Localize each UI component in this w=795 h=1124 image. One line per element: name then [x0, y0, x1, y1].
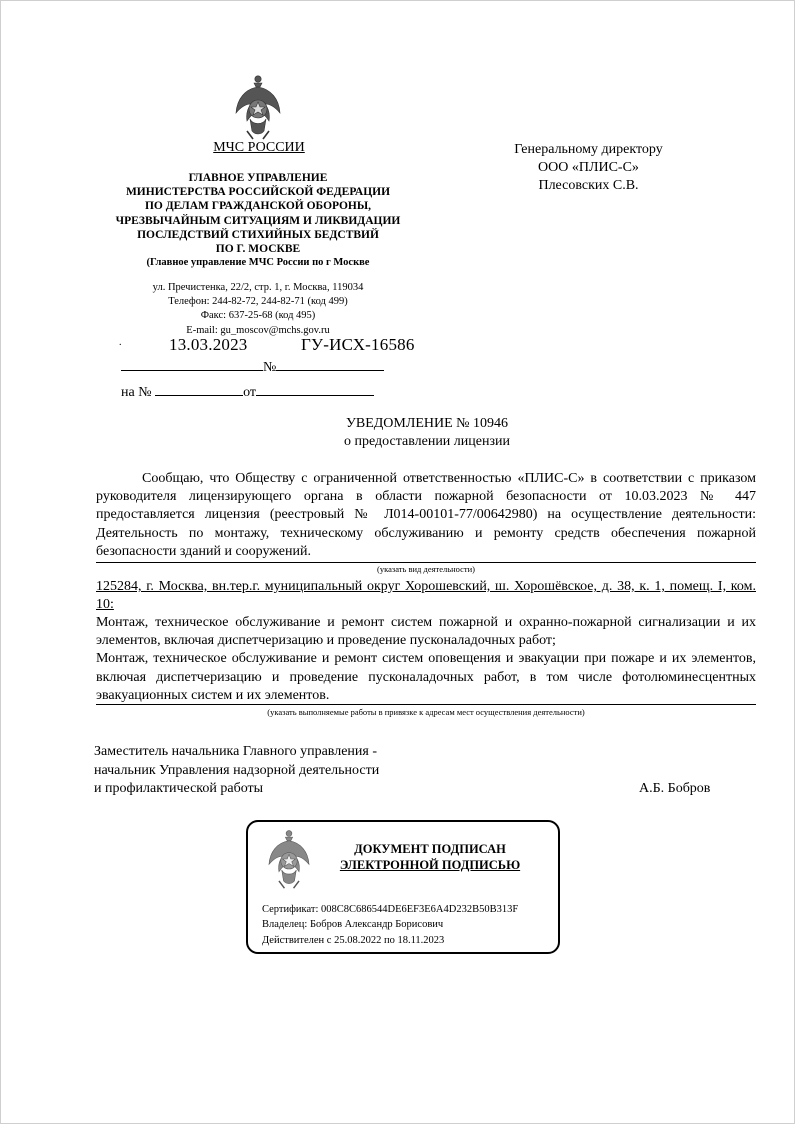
notice-subheading: о предоставлении лицензии: [343, 434, 510, 449]
registration-date: 13.03.2023: [169, 335, 248, 354]
registration-line: [121, 356, 384, 376]
signatory-title-line: и профилактической работы: [94, 781, 264, 797]
addressee-name: Плесовских С.В.: [538, 178, 639, 193]
stamp-title-line: ДОКУМЕНТ ПОДПИСАН: [354, 842, 506, 856]
from-label: от: [243, 385, 257, 400]
org-line: ПО ДЕЛАМ ГРАЖДАНСКОЙ ОБОРОНЫ,: [144, 200, 372, 213]
org-address: ул. Пречистенка, 22/2, стр. 1, г. Москва, 119034: [152, 282, 364, 293]
mchs-emblem-icon: [266, 828, 312, 890]
stamp-title-line: ЭЛЕКТРОННОЙ ПОДПИСЬЮ: [339, 857, 521, 872]
certificate-owner: Владелец: Бобров Александр Борисович: [262, 919, 444, 931]
org-contacts: [111, 281, 405, 338]
org-full-name: [97, 171, 419, 270]
signatory-title-line: начальник Управления надзорной деятельности: [94, 762, 380, 778]
org-line: МИНИСТЕРСТВА РОССИЙСКОЙ ФЕДЕРАЦИИ: [125, 186, 391, 199]
works-item: Монтаж, техническое обслуживание и ремонт систем оповещения и эвакуации при пожаре и их элементов, включая диспетчеризацию и проведение пусконаладочных работ, в том числе фотолюминесцентных эвакуационных систем и их элементов.: [96, 651, 756, 703]
mchs-emblem-icon: [233, 73, 283, 141]
divider: [96, 704, 756, 705]
works-item: Монтаж, техническое обслуживание и ремонт систем пожарной и охранно-пожарной сигнализации и их элементов, включая диспетчеризацию и проведение пусконаладочных работ;: [96, 615, 756, 649]
signatory-name: А.Б. Бобров: [639, 781, 711, 796]
org-line: ПО Г. МОСКВЕ: [215, 243, 301, 256]
number-label: №: [263, 360, 277, 375]
stamp-details: [262, 902, 558, 948]
works-hint: (указать выполняемые работы в привязке к адресам мест осуществления деятельности): [267, 707, 585, 717]
registration-dot: .: [119, 337, 122, 348]
e-signature-stamp: [246, 820, 560, 954]
activity-hint: (указать вид деятельности): [377, 564, 475, 574]
signatory-title: [94, 743, 474, 799]
certificate-number: Сертификат: 008C8C686544DE6EF3E6A4D232B50B313F: [262, 904, 519, 915]
activity-address: 125284, г. Москва, вн.тер.г. муниципальный округ Хорошевский, ш. Хорошёвское, д. 38, к. 1, помещ. I, ком. 10:: [96, 579, 756, 613]
org-abbrev-line: (Главное управление МЧС России по г Москве: [146, 257, 370, 269]
signatory-title-line: Заместитель начальника Главного управления -: [94, 744, 378, 759]
works-list: [96, 614, 756, 705]
stamp-title: [330, 842, 530, 873]
org-short-name: МЧС РОССИИ: [213, 140, 305, 155]
org-phone: Телефон: 244-82-72, 244-82-71 (код 499): [168, 296, 348, 308]
reference-label: на №: [121, 385, 152, 400]
addressee-position: Генеральному директору: [514, 142, 663, 157]
org-fax: Факс: 637-25-68 (код 495): [200, 310, 316, 322]
org-line: ЧРЕЗВЫЧАЙНЫМ СИТУАЦИЯМ И ЛИКВИДАЦИИ: [115, 214, 401, 227]
notice-title: [251, 415, 603, 451]
notice-heading: УВЕДОМЛЕНИЕ № 10946: [345, 416, 509, 431]
addressee-block: [471, 141, 706, 195]
org-line: ГЛАВНОЕ УПРАВЛЕНИЕ: [188, 172, 328, 184]
org-line: ПОСЛЕДСТВИЙ СТИХИЙНЫХ БЕДСТВИЙ: [137, 228, 379, 241]
reference-line: [121, 381, 374, 401]
certificate-validity: Действителен с 25.08.2022 по 18.11.2023: [262, 934, 445, 946]
registration-number: ГУ-ИСХ-16586: [301, 335, 415, 354]
addressee-company: ООО «ПЛИС-С»: [538, 160, 639, 175]
notice-paragraph: Сообщаю, что Обществу с ограниченной ответственностью «ПЛИС-С» в соответствии с приказом руководителя лицензирующего органа в области пожарной безопасности от 10.03.2023 № 447 предоставляется лицензия (реестровый № Л014-00101-77/00642980) на осуществление деятельности: Деятельность по монтажу, техническому обслуживанию и ремонту средств обеспечения пожарной безопасности зданий и сооружений.: [96, 471, 756, 559]
divider: [96, 562, 756, 563]
org-email: E-mail: gu_moscov@mchs.gov.ru: [186, 324, 330, 336]
